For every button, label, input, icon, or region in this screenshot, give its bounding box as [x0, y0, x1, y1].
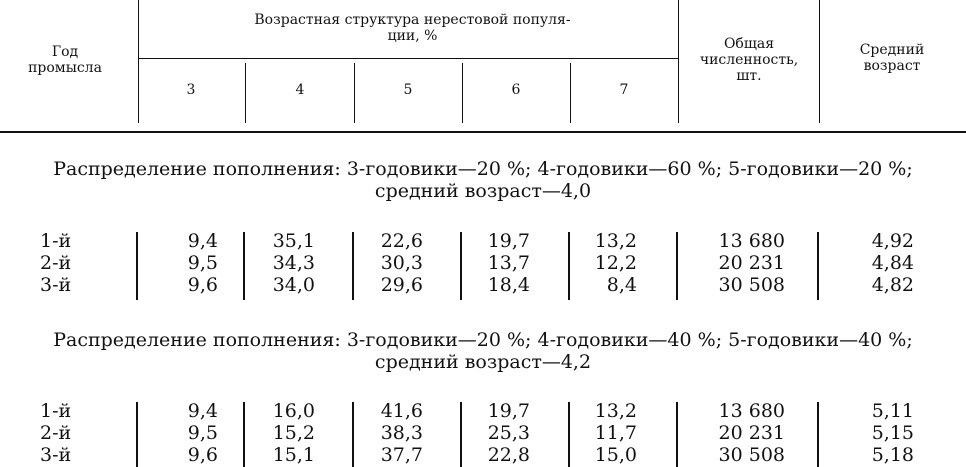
row-separator	[352, 232, 354, 300]
age-col-3: 3	[186, 82, 196, 98]
age3-cell: 9,6	[187, 444, 218, 466]
mean-age-cell: 4,84	[871, 252, 914, 274]
age7-cell: 15,0	[594, 444, 637, 466]
mean-age-header: Средний возраст	[859, 42, 925, 74]
age5-cell: 29,6	[380, 274, 423, 296]
age6-cell: 19,7	[487, 230, 530, 252]
total-cell: 20 231	[718, 252, 785, 274]
age6-cell: 25,3	[487, 422, 530, 444]
row-separator	[568, 402, 570, 467]
year-column-header: Год промысла	[28, 44, 102, 76]
age-structure-header: Возрастная структура нерестовой популя- ции, %	[254, 12, 571, 44]
age3-cell: 9,6	[187, 274, 218, 296]
age5-cell: 22,6	[380, 230, 423, 252]
age4-cell: 34,0	[272, 274, 315, 296]
age6-cell: 13,7	[487, 252, 530, 274]
row-separator	[676, 232, 678, 300]
section-1-title-line2: средний возраст—4,0	[374, 180, 592, 202]
row-separator	[243, 232, 245, 300]
row-separator	[676, 402, 678, 467]
age-col-6: 6	[511, 82, 521, 98]
total-cell: 20 231	[718, 422, 785, 444]
mean-age-cell: 5,11	[871, 400, 914, 422]
row-separator	[352, 402, 354, 467]
row-separator	[460, 402, 462, 467]
age-col-5: 5	[403, 82, 413, 98]
section-2-title-line1: Распределение пополнения: 3-годовики—20 %; 4-годовики—40 %; 5-годовики—40 %;	[53, 329, 913, 351]
age6-cell: 22,8	[487, 444, 530, 466]
header-divider	[138, 0, 139, 123]
year-cell: 1-й	[40, 400, 72, 422]
age6-cell: 18,4	[487, 274, 530, 296]
age7-cell: 12,2	[594, 252, 637, 274]
year-cell: 3-й	[40, 444, 72, 466]
age4-cell: 35,1	[272, 230, 315, 252]
age6-cell: 19,7	[487, 400, 530, 422]
total-cell: 30 508	[718, 444, 785, 466]
year-cell: 2-й	[40, 252, 72, 274]
header-divider	[570, 63, 571, 123]
header-divider	[462, 63, 463, 123]
row-separator	[136, 232, 138, 300]
mean-age-cell: 4,82	[871, 274, 914, 296]
mean-age-cell: 5,15	[871, 422, 914, 444]
age4-cell: 16,0	[272, 400, 315, 422]
section-2-title-line2: средний возраст—4,2	[374, 351, 592, 373]
age7-cell: 13,2	[594, 230, 637, 252]
header-subrule	[138, 58, 678, 59]
header-divider	[819, 0, 820, 123]
age-col-4: 4	[295, 82, 305, 98]
mean-age-cell: 5,18	[871, 444, 914, 466]
header-divider	[354, 63, 355, 123]
age7-cell: 13,2	[594, 400, 637, 422]
age4-cell: 15,1	[272, 444, 315, 466]
age5-cell: 37,7	[380, 444, 423, 466]
total-cell: 13 680	[718, 230, 785, 252]
total-cell: 13 680	[718, 400, 785, 422]
age-col-7: 7	[619, 82, 629, 98]
age5-cell: 30,3	[380, 252, 423, 274]
row-separator	[568, 232, 570, 300]
age5-cell: 38,3	[380, 422, 423, 444]
section-1-title-line1: Распределение пополнения: 3-годовики—20 %; 4-годовики—60 %; 5-годовики—20 %;	[53, 158, 913, 180]
year-cell: 3-й	[40, 274, 72, 296]
age3-cell: 9,5	[187, 422, 218, 444]
age7-cell: 11,7	[594, 422, 637, 444]
age5-cell: 41,6	[380, 400, 423, 422]
age4-cell: 34,3	[272, 252, 315, 274]
year-cell: 1-й	[40, 230, 72, 252]
header-divider	[678, 0, 679, 123]
year-cell: 2-й	[40, 422, 72, 444]
header-bottom-rule	[0, 131, 966, 133]
mean-age-cell: 4,92	[871, 230, 914, 252]
row-separator	[817, 232, 819, 300]
total-count-header: Общая численность, шт.	[699, 36, 799, 84]
age7-cell: 8,4	[606, 274, 637, 296]
age3-cell: 9,5	[187, 252, 218, 274]
row-separator	[460, 232, 462, 300]
row-separator	[817, 402, 819, 467]
age4-cell: 15,2	[272, 422, 315, 444]
age3-cell: 9,4	[187, 400, 218, 422]
age3-cell: 9,4	[187, 230, 218, 252]
header-divider	[245, 63, 246, 123]
row-separator	[136, 402, 138, 467]
row-separator	[243, 402, 245, 467]
total-cell: 30 508	[718, 274, 785, 296]
